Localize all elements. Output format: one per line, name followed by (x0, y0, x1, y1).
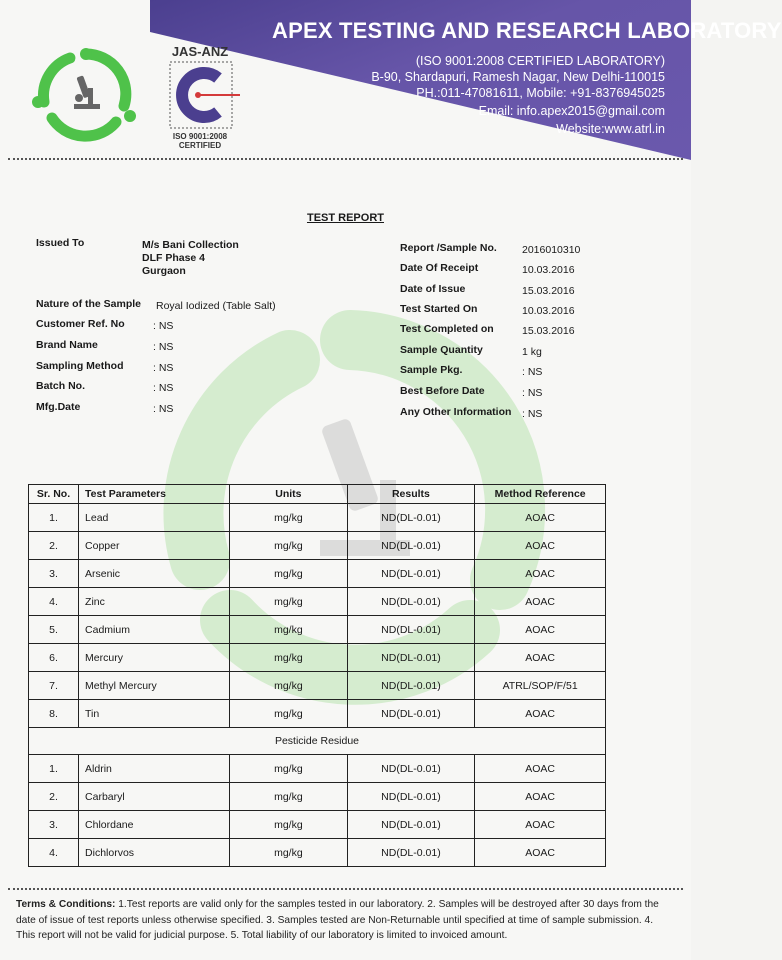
table-row (29, 616, 606, 644)
other-info-label: Any Other Information (400, 406, 512, 418)
cell-units: mg/kg (230, 839, 347, 867)
cell-parameter: Zinc (79, 588, 230, 616)
footer-divider (8, 888, 683, 890)
batch-no-label: Batch No. (36, 380, 86, 392)
cell-result: ND(DL-0.01) (347, 588, 475, 616)
section-row (29, 728, 606, 755)
lab-iso-line: (ISO 9001:2008 CERTIFIED LABORATORY) (415, 54, 665, 68)
sampling-method-value: : NS (153, 362, 174, 374)
cell-parameter: Lead (79, 504, 230, 532)
issued-to-label: Issued To (36, 237, 85, 249)
cell-sr-no: 2. (29, 783, 79, 811)
customer-ref-value: : NS (153, 320, 174, 332)
sample-pkg-label: Sample Pkg. (400, 364, 463, 376)
cell-method: AOAC (475, 755, 606, 783)
cell-result: ND(DL-0.01) (347, 700, 475, 728)
cell-method: AOAC (475, 811, 606, 839)
cell-units: mg/kg (230, 811, 347, 839)
table-row (29, 811, 606, 839)
nature-of-sample-label: Nature of the Sample (36, 298, 142, 310)
header-method-reference: Method Reference (475, 485, 606, 504)
header-units: Units (230, 485, 347, 504)
cell-sr-no: 4. (29, 839, 79, 867)
cell-units: mg/kg (230, 588, 347, 616)
cell-sr-no: 3. (29, 560, 79, 588)
cell-parameter: Tin (79, 700, 230, 728)
header-divider (8, 158, 683, 160)
cell-sr-no: 1. (29, 755, 79, 783)
cell-units: mg/kg (230, 700, 347, 728)
terms-and-conditions (16, 897, 666, 944)
cell-parameter: Dichlorvos (79, 839, 230, 867)
cell-units: mg/kg (230, 644, 347, 672)
table-row (29, 755, 606, 783)
cell-sr-no: 8. (29, 700, 79, 728)
table-row (29, 783, 606, 811)
cell-sr-no: 1. (29, 504, 79, 532)
table-row (29, 532, 606, 560)
cell-method: AOAC (475, 532, 606, 560)
table-row (29, 700, 606, 728)
cell-result: ND(DL-0.01) (347, 783, 475, 811)
header-test-parameters: Test Parameters (79, 485, 230, 504)
cell-method: AOAC (475, 588, 606, 616)
cell-units: mg/kg (230, 672, 347, 700)
test-completed-label: Test Completed on (400, 323, 494, 335)
cell-sr-no: 5. (29, 616, 79, 644)
jas-anz-title: JAS-ANZ (171, 44, 229, 59)
issued-to-line3: Gurgaon (142, 265, 186, 277)
sample-quantity-value: 1 kg (522, 346, 542, 358)
cell-result: ND(DL-0.01) (347, 811, 475, 839)
cell-units: mg/kg (230, 532, 347, 560)
lab-website: Website:www.atrl.in (556, 122, 665, 136)
issued-to-line2: DLF Phase 4 (142, 252, 206, 264)
sample-quantity-label: Sample Quantity (400, 344, 483, 356)
cell-method: AOAC (475, 700, 606, 728)
cell-result: ND(DL-0.01) (347, 839, 475, 867)
cell-units: mg/kg (230, 504, 347, 532)
test-completed-value: 15.03.2016 (522, 325, 575, 337)
mfg-date-value: : NS (153, 403, 174, 415)
customer-ref-label: Customer Ref. No (36, 318, 125, 330)
report-title: TEST REPORT (306, 212, 384, 224)
cell-method: AOAC (475, 644, 606, 672)
report-no-label: Report /Sample No. (400, 242, 497, 254)
brand-name-value: : NS (153, 341, 174, 353)
cell-result: ND(DL-0.01) (347, 616, 475, 644)
table-header-row (29, 485, 606, 504)
cell-result: ND(DL-0.01) (347, 504, 475, 532)
cell-result: ND(DL-0.01) (347, 672, 475, 700)
lab-logo-icon (30, 44, 142, 144)
cell-sr-no: 6. (29, 644, 79, 672)
date-of-issue-label: Date of Issue (400, 283, 466, 295)
issued-to-value: M/s Bani Collection (142, 239, 239, 251)
cell-result: ND(DL-0.01) (347, 532, 475, 560)
sampling-method-label: Sampling Method (36, 360, 124, 372)
test-started-label: Test Started On (400, 303, 478, 315)
other-info-value: : NS (522, 408, 543, 420)
jas-iso-text: ISO 9001:2008 CERTIFIED (172, 132, 228, 150)
table-row (29, 839, 606, 867)
cell-parameter: Carbaryl (79, 783, 230, 811)
cell-method: AOAC (475, 504, 606, 532)
cell-units: mg/kg (230, 616, 347, 644)
table-row (29, 672, 606, 700)
cell-units: mg/kg (230, 783, 347, 811)
table-row (29, 504, 606, 532)
brand-name-label: Brand Name (36, 339, 98, 351)
cell-method: AOAC (475, 616, 606, 644)
cell-method: AOAC (475, 783, 606, 811)
cell-result: ND(DL-0.01) (347, 644, 475, 672)
cell-method: AOAC (475, 839, 606, 867)
date-of-issue-value: 15.03.2016 (522, 285, 575, 297)
cell-parameter: Copper (79, 532, 230, 560)
batch-no-value: : NS (153, 382, 174, 394)
cell-sr-no: 2. (29, 532, 79, 560)
report-no-value: 2016010310 (522, 244, 581, 256)
best-before-label: Best Before Date (400, 385, 485, 397)
sample-pkg-value: : NS (522, 366, 543, 378)
cell-sr-no: 4. (29, 588, 79, 616)
date-of-receipt-label: Date Of Receipt (400, 262, 479, 274)
terms-label: Terms & Conditions: (16, 899, 116, 910)
lab-phone: PH.:011-47081611, Mobile: +91-8376945025 (416, 86, 665, 100)
certification-mark-icon (168, 60, 240, 130)
lab-address: B-90, Shardapuri, Ramesh Nagar, New Delhi-110015 (371, 70, 665, 84)
cell-result: ND(DL-0.01) (347, 560, 475, 588)
cell-sr-no: 3. (29, 811, 79, 839)
cell-result: ND(DL-0.01) (347, 755, 475, 783)
header-results: Results (347, 485, 475, 504)
cell-parameter: Arsenic (79, 560, 230, 588)
pesticide-section-title: Pesticide Residue (29, 728, 606, 755)
cell-units: mg/kg (230, 755, 347, 783)
cell-parameter: Cadmium (79, 616, 230, 644)
nature-of-sample-value: Royal Iodized (Table Salt) (156, 300, 276, 312)
header-sr-no: Sr. No. (29, 485, 79, 504)
cell-parameter: Methyl Mercury (79, 672, 230, 700)
best-before-value: : NS (522, 387, 543, 399)
lab-email: Email: info.apex2015@gmail.com (478, 104, 665, 118)
results-table (28, 484, 606, 867)
test-started-value: 10.03.2016 (522, 305, 575, 317)
mfg-date-label: Mfg.Date (36, 401, 81, 413)
cell-units: mg/kg (230, 560, 347, 588)
cell-parameter: Aldrin (79, 755, 230, 783)
cell-method: AOAC (475, 560, 606, 588)
cell-method: ATRL/SOP/F/51 (475, 672, 606, 700)
cell-parameter: Mercury (79, 644, 230, 672)
table-row (29, 588, 606, 616)
lab-name: APEX TESTING AND RESEARCH LABORATORY (272, 18, 782, 43)
jas-anz-badge (160, 44, 240, 154)
cell-parameter: Chlordane (79, 811, 230, 839)
table-row (29, 644, 606, 672)
table-row (29, 560, 606, 588)
date-of-receipt-value: 10.03.2016 (522, 264, 575, 276)
cell-sr-no: 7. (29, 672, 79, 700)
terms-text: 1.Test reports are valid only for the samples tested in our laboratory. 2. Samples will be destroyed after 30 days from the date of issue of test reports unless otherwise specified. 3. Samples tested are Non-Returnable until specified at time of sample submission. 4. This report will not be valid for judicial purpose. 5. Total liability of our laboratory is limited to invoiced amount. (16, 899, 659, 941)
